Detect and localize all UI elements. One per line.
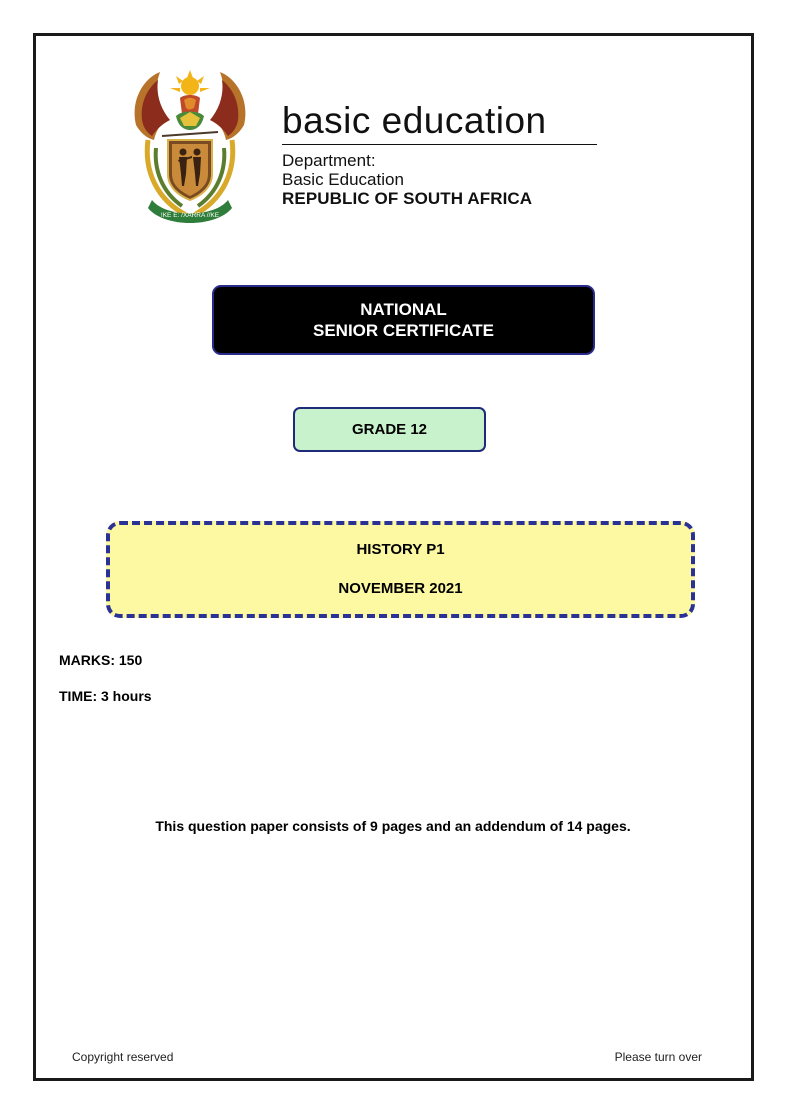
page-count-note: This question paper consists of 9 pages and an addendum of 14 pages. bbox=[155, 818, 631, 834]
country-name: REPUBLIC OF SOUTH AFRICA bbox=[282, 189, 533, 208]
subject-title: HISTORY P1 bbox=[356, 541, 445, 558]
department-label: Department: bbox=[282, 151, 376, 170]
subject-banner bbox=[106, 521, 695, 618]
department-name: Basic Education bbox=[282, 170, 404, 189]
certificate-line-1: NATIONAL bbox=[360, 300, 447, 319]
certificate-line-2: SENIOR CERTIFICATE bbox=[312, 321, 495, 340]
grade-badge: GRADE 12 bbox=[293, 407, 486, 452]
marks-label: MARKS: 150 bbox=[59, 652, 143, 668]
copyright-footer: Copyright reserved bbox=[72, 1050, 174, 1064]
certificate-banner bbox=[212, 285, 595, 355]
svg-text:!KE E: /XARRA //KE: !KE E: /XARRA //KE bbox=[160, 212, 220, 219]
exam-session: NOVEMBER 2021 bbox=[338, 580, 463, 597]
time-label: TIME: 3 hours bbox=[59, 688, 152, 704]
turn-over-footer: Please turn over bbox=[614, 1050, 702, 1064]
coat-of-arms-icon bbox=[126, 70, 254, 230]
brand-title: basic education bbox=[282, 100, 597, 145]
brand-block bbox=[282, 100, 597, 209]
